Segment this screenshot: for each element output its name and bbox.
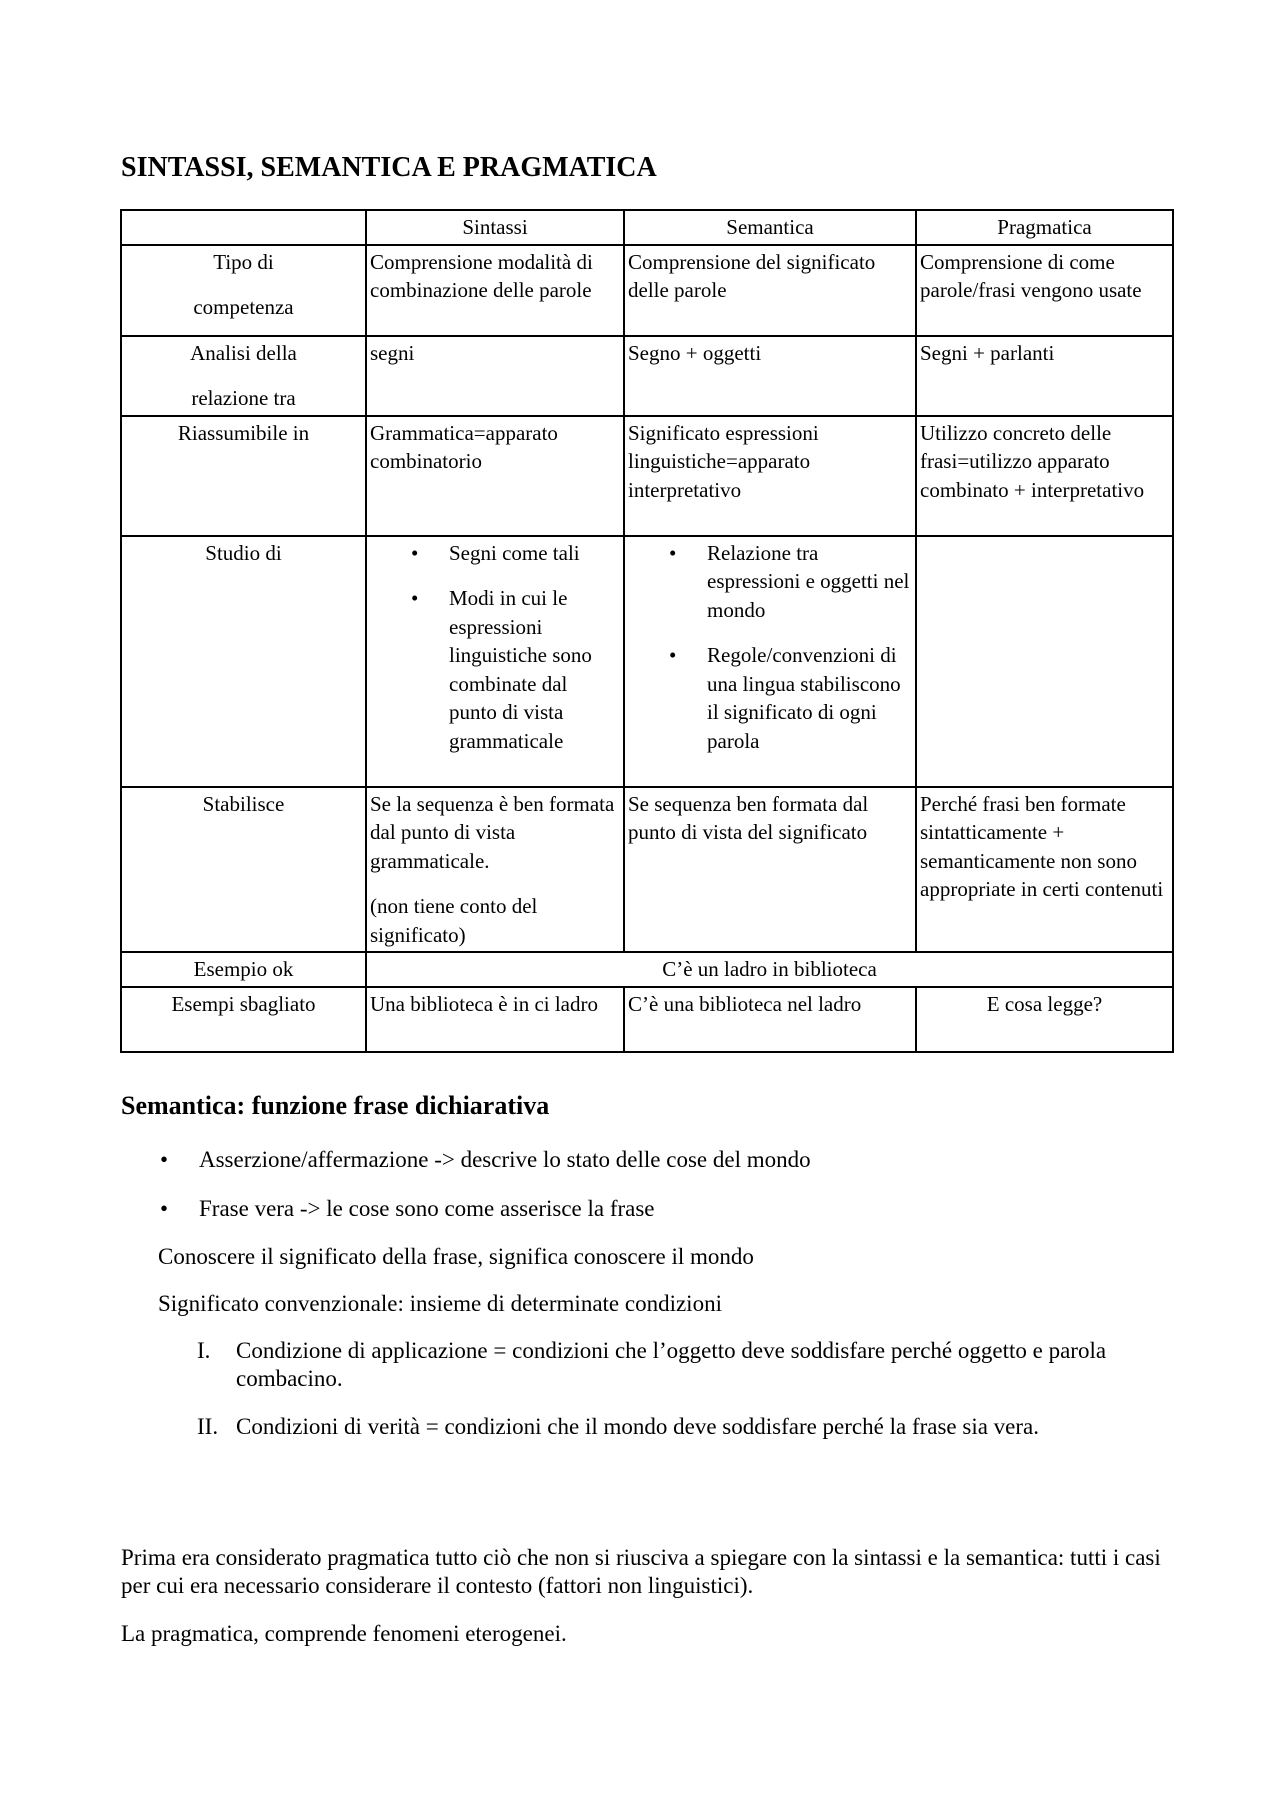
list-item-text: Asserzione/affermazione -> descrive lo stato delle cose del mondo [199,1147,811,1172]
list-item [628,641,912,755]
item-text: Condizioni di verità = condizioni che il mondo deve soddisfare perché la frase sia vera. [236,1414,1040,1439]
table-row [121,416,1173,536]
table-cell: segni [366,336,624,416]
body-text: Conoscere il significato della frase, significa conoscere il mondo [158,1244,754,1269]
numbered-item [197,1337,1177,1393]
table-cell: Utilizzo concreto delle frasi=utilizzo apparato combinato + interpretativo [916,416,1173,536]
table-cell [366,536,624,787]
row-label-line: Analisi della [190,340,297,365]
list-item [370,584,620,755]
bullet-icon: • [411,540,419,565]
table-cell [366,787,624,953]
list-item [628,539,912,625]
bullet-list [628,539,912,756]
list-item-text: Relazione tra espressioni e oggetti nel mondo [707,540,910,622]
item-number: I. [197,1338,211,1363]
row-label-riassumibile: Riassumibile in [121,416,366,536]
table-row [121,245,1173,336]
bullet-list [370,539,620,756]
bullet-icon: • [669,643,677,667]
list-item-text: Frase vera -> le cose sono come asserisce la frase [199,1196,655,1221]
table-row [121,536,1173,787]
bullet-icon: • [160,1147,169,1172]
cell-paragraph: Se la sequenza è ben formata dal punto di vista grammaticale. [370,791,615,873]
closing-paragraph: La pragmatica, comprende fenomeni eterogenei. [121,1621,567,1646]
list-item-text: Regole/convenzioni di una lingua stabiliscono il significato di ogni parola [707,643,901,753]
table-cell: Grammatica=apparato combinatorio [366,416,624,536]
header-cell-empty [121,210,366,245]
row-label-line: Tipo di [213,249,274,274]
table-cell: Se sequenza ben formata dal punto di vista del significato [624,787,916,953]
table-cell: Comprensione del significato delle parole [624,245,916,336]
row-label-tipo [121,245,366,336]
row-label-line: relazione tra [191,386,296,410]
item-text: Condizione di applicazione = condizioni che l’oggetto deve soddisfare perché oggetto e parola combacino. [236,1338,1107,1391]
row-label-stabilisce: Stabilisce [121,787,366,953]
item-number: II. [197,1414,219,1439]
table-cell: Significato espressioni linguistiche=apparato interpretativo [624,416,916,536]
table-header-row [121,210,1173,245]
bullet-icon: • [411,586,419,610]
table-row [121,336,1173,416]
bullet-icon: • [160,1196,169,1221]
numbered-item [197,1413,1177,1441]
cell-paragraph: (non tiene conto del significato) [370,894,538,947]
header-cell-pragmatica: Pragmatica [916,210,1173,245]
table-cell: Segno + oggetti [624,336,916,416]
table-cell: E cosa legge? [916,987,1173,1052]
table-cell [624,536,916,787]
comparison-table [120,209,1174,1053]
row-label-analisi [121,336,366,416]
header-cell-sintassi: Sintassi [366,210,624,245]
table-row [121,987,1173,1052]
list-item [370,539,620,568]
body-text: Significato convenzionale: insieme di determinate condizioni [158,1291,722,1316]
closing-paragraph: Prima era considerato pragmatica tutto ciò che non si riusciva a spiegare con la sintassi e la semantica: tutti i casi per cui era necessario considerare il contesto (fattori non linguistici). [121,1545,1161,1598]
row-label-studio: Studio di [121,536,366,787]
table-row [121,952,1173,987]
table-row [121,787,1173,953]
table-cell: Perché frasi ben formate sintatticamente + semanticamente non sono appropriate in certi contenuti [916,787,1173,953]
table-cell: Comprensione modalità di combinazione delle parole [366,245,624,336]
section-heading: Semantica: funzione frase dichiarativa [121,1091,550,1120]
bullet-icon: • [669,540,677,565]
table-cell-merged: C’è un ladro in biblioteca [366,952,1173,987]
row-label-line: competenza [193,295,294,319]
table-cell: Una biblioteca è in ci ladro [366,987,624,1052]
table-cell: Segni + parlanti [916,336,1173,416]
row-label-esempio-ok: Esempio ok [121,952,366,987]
table-cell: Comprensione di come parole/frasi vengono usate [916,245,1173,336]
list-item-text: Segni come tali [449,540,580,565]
header-cell-semantica: Semantica [624,210,916,245]
page-title: SINTASSI, SEMANTICA E PRAGMATICA [121,152,657,183]
table-cell [916,536,1173,787]
list-item-text: Modi in cui le espressioni linguistiche sono combinate dal punto di vista grammaticale [449,586,592,753]
table-cell: C’è una biblioteca nel ladro [624,987,916,1052]
row-label-esempi-sbagliato: Esempi sbagliato [121,987,366,1052]
